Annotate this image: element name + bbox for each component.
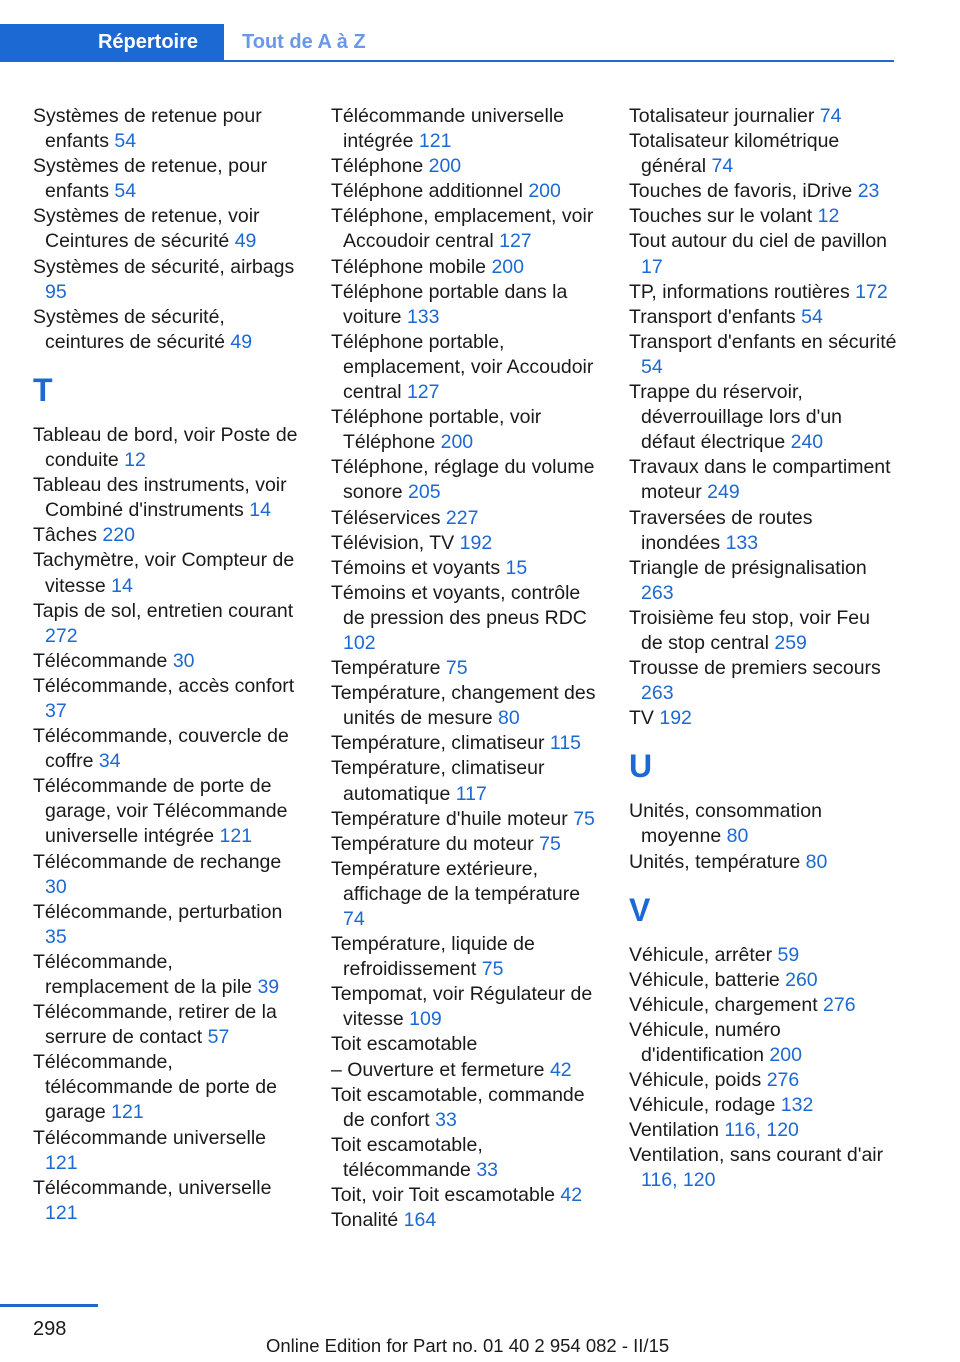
index-entry <box>331 455 599 505</box>
index-entry <box>33 1176 301 1226</box>
entry-text: Télécommande de rechange <box>33 850 282 873</box>
index-entry <box>629 706 897 731</box>
entry-text: Téléphone portable, emplacement, voir Accoudoir central <box>331 330 594 404</box>
entry-text: Téléservices <box>331 506 441 529</box>
index-entry <box>331 656 599 681</box>
index-entry <box>629 1018 897 1068</box>
page-reference-link[interactable]: 39 <box>257 976 280 998</box>
page-reference-link[interactable]: 74 <box>343 908 365 930</box>
index-column-2 <box>331 104 599 1233</box>
entry-text: Tout autour du ciel de pavillon <box>629 230 888 253</box>
index-entry <box>331 857 599 932</box>
index-column-1 <box>33 104 301 1226</box>
page-reference-link[interactable]: 127 <box>406 381 440 404</box>
index-entry <box>331 405 599 455</box>
entry-text: Témoins et voyants, contrôle de pression des pneus RDC <box>331 581 587 629</box>
entry-text: Troisième feu stop, voir Feu de stop central <box>629 606 870 654</box>
page-reference-link[interactable]: 115 <box>549 732 582 755</box>
section-letter: T <box>33 371 53 408</box>
index-entry <box>33 950 301 1000</box>
section-letter: U <box>629 748 653 785</box>
page-reference-link[interactable]: 80 <box>726 825 749 848</box>
page-reference-link[interactable]: 121 <box>45 1151 78 1174</box>
index-entry <box>33 1000 301 1050</box>
index-entry <box>33 1126 301 1176</box>
entry-text: Téléphone, réglage du volume sonore <box>331 456 595 504</box>
entry-text: Téléphone portable, voir Téléphone <box>331 406 542 454</box>
page-reference-link[interactable]: 74 <box>711 155 734 178</box>
page-reference-link[interactable]: 57 <box>207 1026 230 1049</box>
page-reference-link[interactable]: 75 <box>481 958 504 981</box>
index-entry <box>33 1050 301 1125</box>
entry-text: Systèmes de retenue pour enfants <box>33 105 262 153</box>
entry-text: Température extérieure, affichage de la température <box>331 857 581 905</box>
header-rule <box>0 60 894 62</box>
page-reference-link[interactable]: 121 <box>111 1101 144 1124</box>
page-reference-link[interactable]: 164 <box>403 1209 437 1232</box>
entry-text: Unités, température <box>629 850 801 873</box>
index-entry <box>629 556 897 606</box>
entry-text: Ventilation, sans courant d'air <box>629 1144 884 1167</box>
page-reference-link[interactable]: 14 <box>111 574 133 597</box>
page-reference-link[interactable]: 35 <box>45 925 67 948</box>
page-reference-link[interactable]: 12 <box>124 449 146 472</box>
index-entry <box>331 1083 599 1133</box>
index-entry <box>629 129 897 179</box>
entry-text: Touches sur le volant <box>629 205 813 228</box>
page-reference-link[interactable]: 75 <box>573 807 595 830</box>
entry-text: Toit, voir Toit escamotable <box>331 1184 555 1207</box>
entry-text: Température, climatiseur automatique <box>331 757 545 805</box>
entry-text: Tâches <box>33 524 97 547</box>
entry-text: Unités, consommation moyenne <box>629 800 822 848</box>
entry-text: Totalisateur kilométrique général <box>629 130 840 178</box>
index-entry <box>331 1058 599 1083</box>
entry-text: Ventilation <box>629 1119 719 1142</box>
index-entry <box>331 1133 599 1183</box>
index-entry <box>629 380 897 455</box>
page-reference-link[interactable]: 192 <box>659 707 692 730</box>
entry-text: Systèmes de retenue, voir Ceintures de sécurité <box>33 205 260 253</box>
page-reference-link[interactable]: 200 <box>440 431 474 454</box>
tab-repertoire[interactable]: Répertoire <box>0 24 224 61</box>
index-entry <box>331 832 599 857</box>
entry-text: Systèmes de sécurité, ceintures de sécurité <box>33 305 225 353</box>
index-entry <box>33 724 301 774</box>
entry-text: Tapis de sol, entretien courant <box>33 599 294 622</box>
page-reference-link[interactable]: 109 <box>409 1008 442 1031</box>
header-tabs <box>0 0 896 62</box>
entry-text: Toit escamotable, télécommande <box>331 1133 483 1181</box>
tab-tout-de-a-a-z[interactable]: Tout de A à Z <box>242 31 366 53</box>
entry-text: Télécommande, télécommande de porte de garage <box>33 1051 277 1124</box>
page-reference-link[interactable]: 276 <box>823 993 856 1016</box>
index-entry <box>331 280 599 330</box>
entry-text: Télécommande, couvercle de coffre <box>33 725 289 773</box>
page-reference-link[interactable]: 14 <box>249 499 271 522</box>
index-entry <box>331 179 599 204</box>
index-entry <box>331 731 599 756</box>
entry-text: Téléphone <box>331 155 424 178</box>
index-entry <box>629 330 897 380</box>
page-reference-link[interactable]: 121 <box>219 825 253 848</box>
index-entry <box>331 154 599 179</box>
index-entry <box>629 656 897 706</box>
page-reference-link[interactable]: 30 <box>172 649 195 672</box>
page-reference-link[interactable]: 33 <box>476 1158 499 1181</box>
index-entry <box>629 606 897 656</box>
index-entry <box>629 1118 897 1143</box>
page-reference-link[interactable]: 172 <box>855 280 888 303</box>
index-entry <box>33 154 301 204</box>
index-entry <box>331 932 599 982</box>
page-reference-link[interactable]: 200 <box>428 155 462 178</box>
index-entry <box>629 850 897 875</box>
index-entry <box>629 280 897 305</box>
entry-text: Tempomat, voir Régulateur de vitesse <box>331 983 593 1031</box>
entry-text: Température <box>331 657 441 680</box>
page-reference-link[interactable]: 17 <box>641 255 663 278</box>
entry-text: Touches de favoris, iDrive <box>629 180 853 203</box>
index-entry <box>33 900 301 950</box>
page-reference-link[interactable]: 80 <box>805 850 828 873</box>
index-entry <box>33 305 301 355</box>
index-entry <box>33 204 301 254</box>
entry-text: Trappe du réservoir, déverrouillage lors d'un défaut électrique <box>629 381 843 454</box>
page-reference-link[interactable]: 121 <box>45 1201 78 1224</box>
index-entry <box>629 1143 897 1193</box>
page-reference-link[interactable]: 54 <box>641 355 663 378</box>
entry-text: Véhicule, rodage <box>629 1094 776 1117</box>
index-entry <box>331 104 599 154</box>
entry-text: Véhicule, numéro d'identification <box>629 1018 781 1066</box>
entry-text: Totalisateur journalier <box>629 105 815 127</box>
entry-text: Systèmes de retenue, pour enfants <box>33 155 268 203</box>
page-reference-link[interactable]: 12 <box>817 205 840 228</box>
page-reference-link[interactable]: 263 <box>641 581 674 604</box>
page-reference-link[interactable]: 54 <box>114 130 137 153</box>
page-reference-link[interactable]: 200 <box>491 255 524 278</box>
entry-text: Véhicule, batterie <box>629 968 780 991</box>
index-column-3 <box>629 104 897 1194</box>
entry-text: Température, changement des unités de mesure <box>331 682 596 730</box>
page-reference-link[interactable]: 54 <box>801 305 823 328</box>
entry-text: – Ouverture et fermeture <box>331 1058 545 1081</box>
index-entry <box>331 556 599 581</box>
entry-text: Télécommande, universelle <box>33 1176 272 1199</box>
index-entry <box>331 581 599 656</box>
section-letter: V <box>629 891 651 928</box>
page-reference-link[interactable]: 102 <box>343 631 376 654</box>
page-reference-link[interactable]: 260 <box>785 968 818 991</box>
index-entry <box>629 305 897 330</box>
page-reference-link[interactable]: 116, 120 <box>724 1119 799 1142</box>
index-entry <box>331 756 599 806</box>
page-reference-link[interactable]: 15 <box>505 556 528 579</box>
entry-text: Téléphone portable dans la voiture <box>331 280 568 328</box>
index-entry <box>629 993 897 1018</box>
index-entry <box>33 674 301 724</box>
index-entry <box>33 104 301 154</box>
page-reference-link[interactable]: 192 <box>459 531 493 554</box>
entry-text: Véhicule, chargement <box>629 993 818 1016</box>
entry-text: Trousse de premiers secours <box>629 657 881 680</box>
index-entry <box>331 807 599 832</box>
entry-text: Toit escamotable <box>331 1033 478 1056</box>
page-reference-link[interactable]: 49 <box>230 330 253 353</box>
index-entry <box>33 774 301 849</box>
index-entry <box>331 531 599 556</box>
edition-note: Online Edition for Part no. 01 40 2 954 082 - II/15 <box>266 1335 670 1356</box>
entry-text: Téléphone mobile <box>331 255 487 278</box>
page-reference-link[interactable]: 23 <box>857 180 880 203</box>
entry-text: Tableau de bord, voir Poste de conduite <box>33 423 298 472</box>
index-entry <box>33 473 301 523</box>
entry-text: Téléphone, emplacement, voir Accoudoir central <box>331 205 594 253</box>
page-reference-link[interactable]: 249 <box>707 481 740 504</box>
index-entry <box>629 455 897 505</box>
index-entry <box>33 423 301 473</box>
page-reference-link[interactable]: 74 <box>819 105 842 127</box>
index-entry <box>33 850 301 900</box>
index-entry <box>629 506 897 556</box>
page-reference-link[interactable]: 200 <box>769 1044 802 1066</box>
page-reference-link[interactable]: 259 <box>774 631 807 654</box>
page-reference-link[interactable]: 133 <box>406 305 440 328</box>
entry-text: Tableau des instruments, voir Combiné d'instruments <box>33 474 287 522</box>
page-reference-link[interactable]: 33 <box>435 1108 457 1131</box>
index-entry <box>331 681 599 731</box>
index-entry <box>629 968 897 993</box>
page-reference-link[interactable]: 263 <box>641 682 674 705</box>
footer-rule <box>0 1304 98 1307</box>
entry-text: Tonalité <box>331 1209 399 1232</box>
entry-text: Télécommande universelle <box>33 1126 267 1149</box>
entry-text: Véhicule, poids <box>629 1069 762 1092</box>
index-entry <box>629 104 897 129</box>
index-entry <box>331 506 599 531</box>
index-entry <box>629 799 897 849</box>
page-reference-link[interactable]: 54 <box>114 180 137 203</box>
index-entry <box>331 982 599 1032</box>
page-reference-link[interactable]: 75 <box>445 657 468 680</box>
index-entry <box>629 1068 897 1093</box>
page-reference-link[interactable]: 200 <box>528 180 561 203</box>
page-reference-link[interactable]: 75 <box>539 832 561 855</box>
page-reference-link[interactable]: 276 <box>766 1069 800 1092</box>
entry-text: Température, climatiseur <box>331 732 545 755</box>
entry-text: Toit escamotable, commande de confort <box>331 1083 585 1131</box>
page-reference-link[interactable]: 132 <box>780 1094 814 1117</box>
page-reference-link[interactable]: 37 <box>45 699 67 722</box>
page-reference-link[interactable]: 272 <box>45 624 78 647</box>
page-reference-link[interactable]: 227 <box>445 506 479 529</box>
page-reference-link[interactable]: 133 <box>725 531 759 554</box>
entry-text: Télécommande, retirer de la serrure de contact <box>33 1001 277 1049</box>
entry-text: Téléphone additionnel <box>331 180 523 203</box>
entry-text: Télécommande de porte de garage, voir Télécommande universelle intégrée <box>33 775 288 848</box>
page-reference-link[interactable]: 127 <box>499 230 532 253</box>
entry-text: TP, informations routières <box>629 280 850 303</box>
index-entry <box>331 330 599 405</box>
index-entry <box>629 1093 897 1118</box>
page-reference-link[interactable]: 80 <box>498 707 520 730</box>
page-reference-link[interactable]: 34 <box>98 750 121 773</box>
entry-text: Température, liquide de refroidissement <box>331 933 535 981</box>
index-entry <box>629 179 897 204</box>
index-entry <box>33 523 301 548</box>
page-reference-link[interactable]: 49 <box>234 230 257 253</box>
entry-text: Transport d'enfants en sécurité <box>629 330 897 353</box>
page-reference-link[interactable]: 30 <box>45 875 67 898</box>
page-reference-link[interactable]: 42 <box>560 1184 583 1207</box>
page-reference-link[interactable]: 220 <box>102 524 135 547</box>
page-reference-link[interactable]: 205 <box>408 481 441 504</box>
index-entry <box>331 1208 599 1233</box>
index-entry <box>331 255 599 280</box>
entry-text: Télécommande, accès confort <box>33 674 295 697</box>
entry-text: Travaux dans le compartiment moteur <box>629 456 891 504</box>
index-entry <box>331 204 599 254</box>
page-reference-link[interactable]: 240 <box>790 431 824 454</box>
index-entry <box>33 548 301 598</box>
entry-text: Témoins et voyants <box>331 556 501 579</box>
entry-text: TV <box>629 707 654 730</box>
index-entry <box>331 1032 599 1057</box>
entry-text: Télécommande universelle intégrée <box>331 105 565 153</box>
index-entry <box>33 649 301 674</box>
entry-text: Télécommande <box>33 649 168 672</box>
index-entry <box>629 943 897 968</box>
entry-text: Triangle de présignalisation <box>629 556 867 579</box>
index-entry <box>33 255 301 305</box>
entry-text: Véhicule, arrêter <box>629 943 773 966</box>
index-entry <box>33 599 301 649</box>
entry-text: Télécommande, remplacement de la pile <box>33 950 253 998</box>
entry-text: Température d'huile moteur <box>331 807 568 830</box>
index-entry <box>629 229 897 279</box>
index-entry <box>331 1183 599 1208</box>
entry-text: Systèmes de sécurité, airbags <box>33 255 295 278</box>
entry-text: Transport d'enfants <box>629 305 796 328</box>
entry-text: Température du moteur <box>331 832 534 855</box>
index-entry <box>629 204 897 229</box>
page-reference-link[interactable]: 95 <box>45 280 67 303</box>
page-reference-link[interactable]: 59 <box>777 943 800 966</box>
page-reference-link[interactable]: 121 <box>418 130 452 153</box>
page-reference-link[interactable]: 116, 120 <box>641 1169 716 1192</box>
page-reference-link[interactable]: 42 <box>549 1058 572 1081</box>
page-number: 298 <box>33 1318 67 1340</box>
entry-text: Tachymètre, voir Compteur de vitesse <box>33 549 295 597</box>
entry-text: Télévision, TV <box>331 531 455 554</box>
page-reference-link[interactable]: 117 <box>455 782 487 805</box>
entry-text: Télécommande, perturbation <box>33 900 283 923</box>
entry-text: Traversées de routes inondées <box>629 506 813 554</box>
